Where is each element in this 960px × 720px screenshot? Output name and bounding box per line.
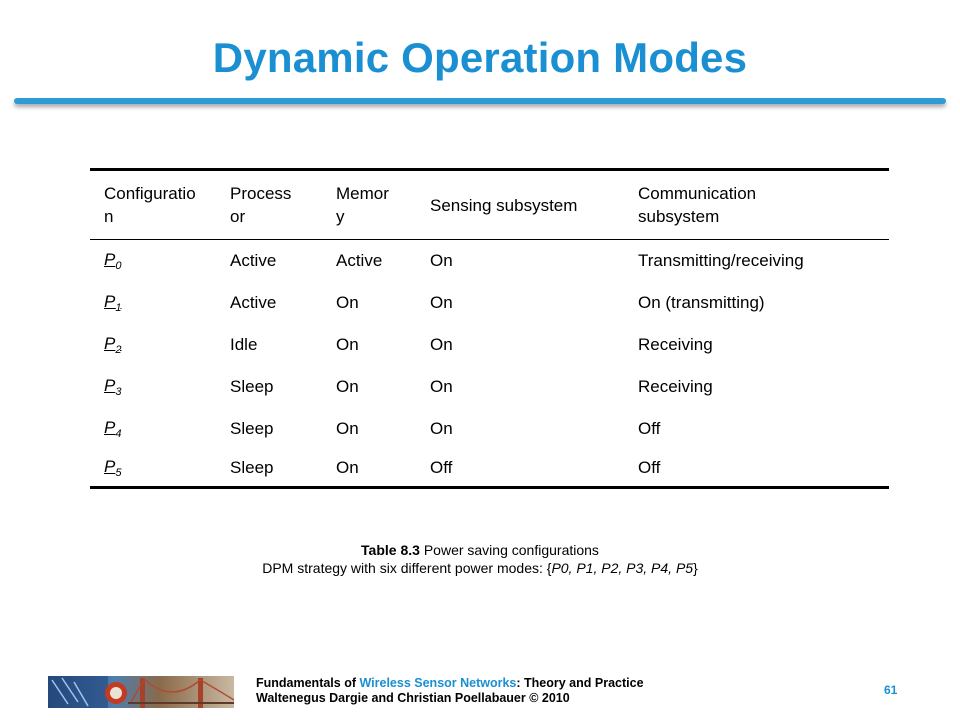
cell-configuration	[90, 324, 216, 366]
cell-processor: Idle	[230, 335, 258, 354]
power-mode-letter: P	[104, 376, 116, 395]
power-mode-label	[104, 457, 122, 479]
header-communication-subsystem: Communication subsystem	[624, 170, 889, 240]
footer-title-part-1: Fundamentals of	[256, 676, 360, 690]
cell-processor: Sleep	[216, 450, 322, 488]
table-row	[90, 282, 889, 324]
header-sensing-subsystem: Sensing subsystem	[416, 170, 624, 240]
cell-configuration	[90, 408, 216, 450]
power-mode-letter: P	[104, 457, 116, 476]
cell-configuration	[90, 282, 216, 324]
power-modes-table	[90, 168, 889, 489]
table-row	[90, 408, 889, 450]
cell-communication: Receiving	[638, 335, 713, 354]
dpm-strategy-note	[0, 560, 960, 576]
cell-sensing: On	[430, 251, 453, 270]
power-mode-letter: P	[104, 250, 116, 269]
table-caption	[0, 541, 960, 560]
cell-configuration	[90, 450, 216, 488]
power-mode-letter: P	[104, 334, 116, 353]
page-number: 61	[884, 683, 898, 697]
dpm-note-prefix: DPM strategy with six different power modes: {	[262, 560, 552, 576]
cell-configuration	[90, 366, 216, 408]
title-underline-rule	[14, 98, 946, 104]
footer-title-highlight: Wireless Sensor Networks	[359, 676, 517, 690]
header-processor: Process or	[216, 170, 322, 240]
footer-authors: Waltenegus Dargie and Christian Poellabauer © 2010	[256, 691, 570, 705]
cell-processor: Active	[230, 293, 277, 312]
power-mode-label	[104, 292, 122, 314]
power-mode-index: 1	[115, 302, 122, 314]
cell-memory: On	[336, 335, 359, 354]
power-mode-letter: P	[104, 292, 116, 311]
dpm-note-modes: P0, P1, P2, P3, P4, P5	[551, 560, 694, 576]
cell-sensing: On	[430, 419, 453, 438]
cell-processor: Sleep	[230, 377, 274, 396]
table-number: Table 8.3	[361, 542, 420, 558]
table-header-row	[90, 170, 889, 240]
table-row	[90, 450, 889, 488]
header-memory: Memor y	[322, 170, 416, 240]
cell-memory: On	[322, 450, 416, 488]
dpm-note-suffix: }	[693, 560, 698, 576]
table-row	[90, 240, 889, 283]
power-mode-label	[104, 418, 122, 440]
power-mode-index: 5	[115, 467, 122, 479]
cell-communication: Transmitting/receiving	[638, 251, 804, 270]
cell-processor: Active	[230, 251, 277, 270]
cell-processor: Sleep	[230, 419, 274, 438]
power-mode-index: 3	[115, 386, 122, 398]
cell-memory: Active	[336, 251, 383, 270]
slide-title: Dynamic Operation Modes	[212, 34, 748, 81]
cell-communication: Off	[624, 450, 889, 488]
cell-memory: On	[336, 293, 359, 312]
cell-sensing: On	[430, 377, 453, 396]
power-mode-index: 2	[115, 344, 122, 356]
cell-communication: Off	[638, 419, 661, 438]
table-caption-title: Power saving configurations	[423, 542, 599, 558]
power-mode-index: 0	[115, 260, 122, 272]
cell-memory: On	[336, 377, 359, 396]
table-row	[90, 366, 889, 408]
cell-memory: On	[336, 419, 359, 438]
cell-configuration	[90, 240, 216, 283]
power-mode-letter: P	[104, 418, 116, 437]
cell-communication: On (transmitting)	[638, 293, 765, 312]
power-mode-label	[104, 334, 122, 356]
cell-sensing: On	[430, 293, 453, 312]
bridge-banner-graphic	[48, 676, 234, 708]
table-row	[90, 324, 889, 366]
cell-sensing: Off	[416, 450, 624, 488]
footer-book-title	[256, 676, 644, 691]
table-body	[90, 240, 889, 488]
cell-sensing: On	[430, 335, 453, 354]
power-mode-index: 4	[115, 428, 122, 440]
header-configuration: Configuratio n	[90, 170, 216, 240]
footer-title-part-3: : Theory and Practice	[516, 676, 644, 690]
power-mode-label	[104, 376, 122, 398]
cell-communication: Receiving	[638, 377, 713, 396]
power-mode-label	[104, 250, 122, 272]
footer-citation	[256, 676, 644, 706]
footer-banner-image	[48, 676, 234, 708]
